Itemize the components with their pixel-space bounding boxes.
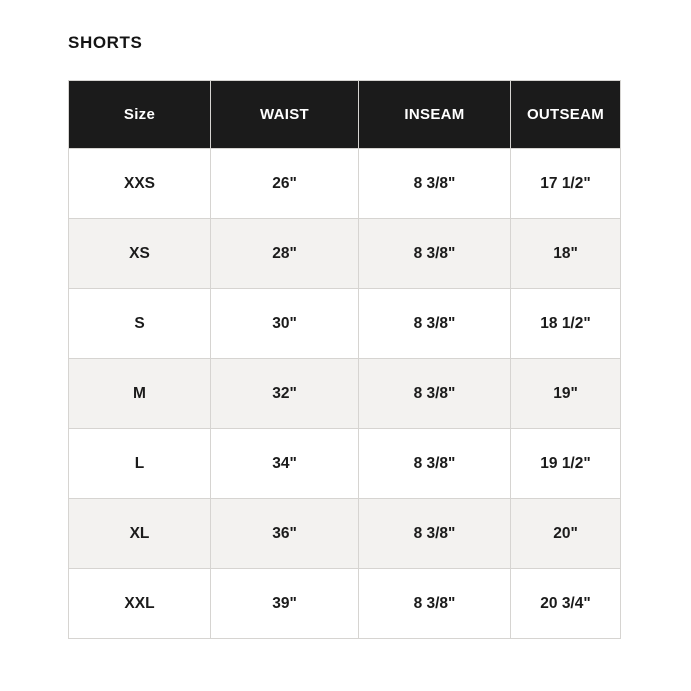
cell-inseam: 8 3/8": [359, 219, 511, 289]
cell-inseam: 8 3/8": [359, 359, 511, 429]
cell-size: XS: [69, 219, 211, 289]
table-row-xs: [69, 219, 621, 289]
table-row-l: [69, 429, 621, 499]
cell-waist: 36": [211, 499, 359, 569]
cell-waist: 26": [211, 149, 359, 219]
cell-inseam: 8 3/8": [359, 499, 511, 569]
cell-size: XXL: [69, 569, 211, 639]
page-title: SHORTS: [68, 33, 143, 52]
cell-waist: 39": [211, 569, 359, 639]
cell-size: L: [69, 429, 211, 499]
cell-outseam: 18": [511, 219, 621, 289]
cell-size: XXS: [69, 149, 211, 219]
cell-outseam: 20 3/4": [511, 569, 621, 639]
cell-size: M: [69, 359, 211, 429]
cell-waist: 34": [211, 429, 359, 499]
table-row-xxs: [69, 149, 621, 219]
table-row-xxl: [69, 569, 621, 639]
table-row-m: [69, 359, 621, 429]
cell-outseam: 17 1/2": [511, 149, 621, 219]
size-chart-table: [68, 80, 621, 639]
cell-inseam: 8 3/8": [359, 289, 511, 359]
header-row: [69, 81, 621, 149]
cell-waist: 28": [211, 219, 359, 289]
cell-outseam: 19": [511, 359, 621, 429]
table-row-s: [69, 289, 621, 359]
header-cell-size: Size: [69, 81, 211, 149]
cell-inseam: 8 3/8": [359, 149, 511, 219]
cell-outseam: 20": [511, 499, 621, 569]
cell-waist: 32": [211, 359, 359, 429]
table-row-xl: [69, 499, 621, 569]
cell-inseam: 8 3/8": [359, 429, 511, 499]
cell-inseam: 8 3/8": [359, 569, 511, 639]
cell-outseam: 18 1/2": [511, 289, 621, 359]
cell-waist: 30": [211, 289, 359, 359]
header-cell-inseam: INSEAM: [359, 81, 511, 149]
cell-size: S: [69, 289, 211, 359]
cell-size: XL: [69, 499, 211, 569]
cell-outseam: 19 1/2": [511, 429, 621, 499]
header-cell-waist: WAIST: [211, 81, 359, 149]
header-cell-outseam: OUTSEAM: [511, 81, 621, 149]
